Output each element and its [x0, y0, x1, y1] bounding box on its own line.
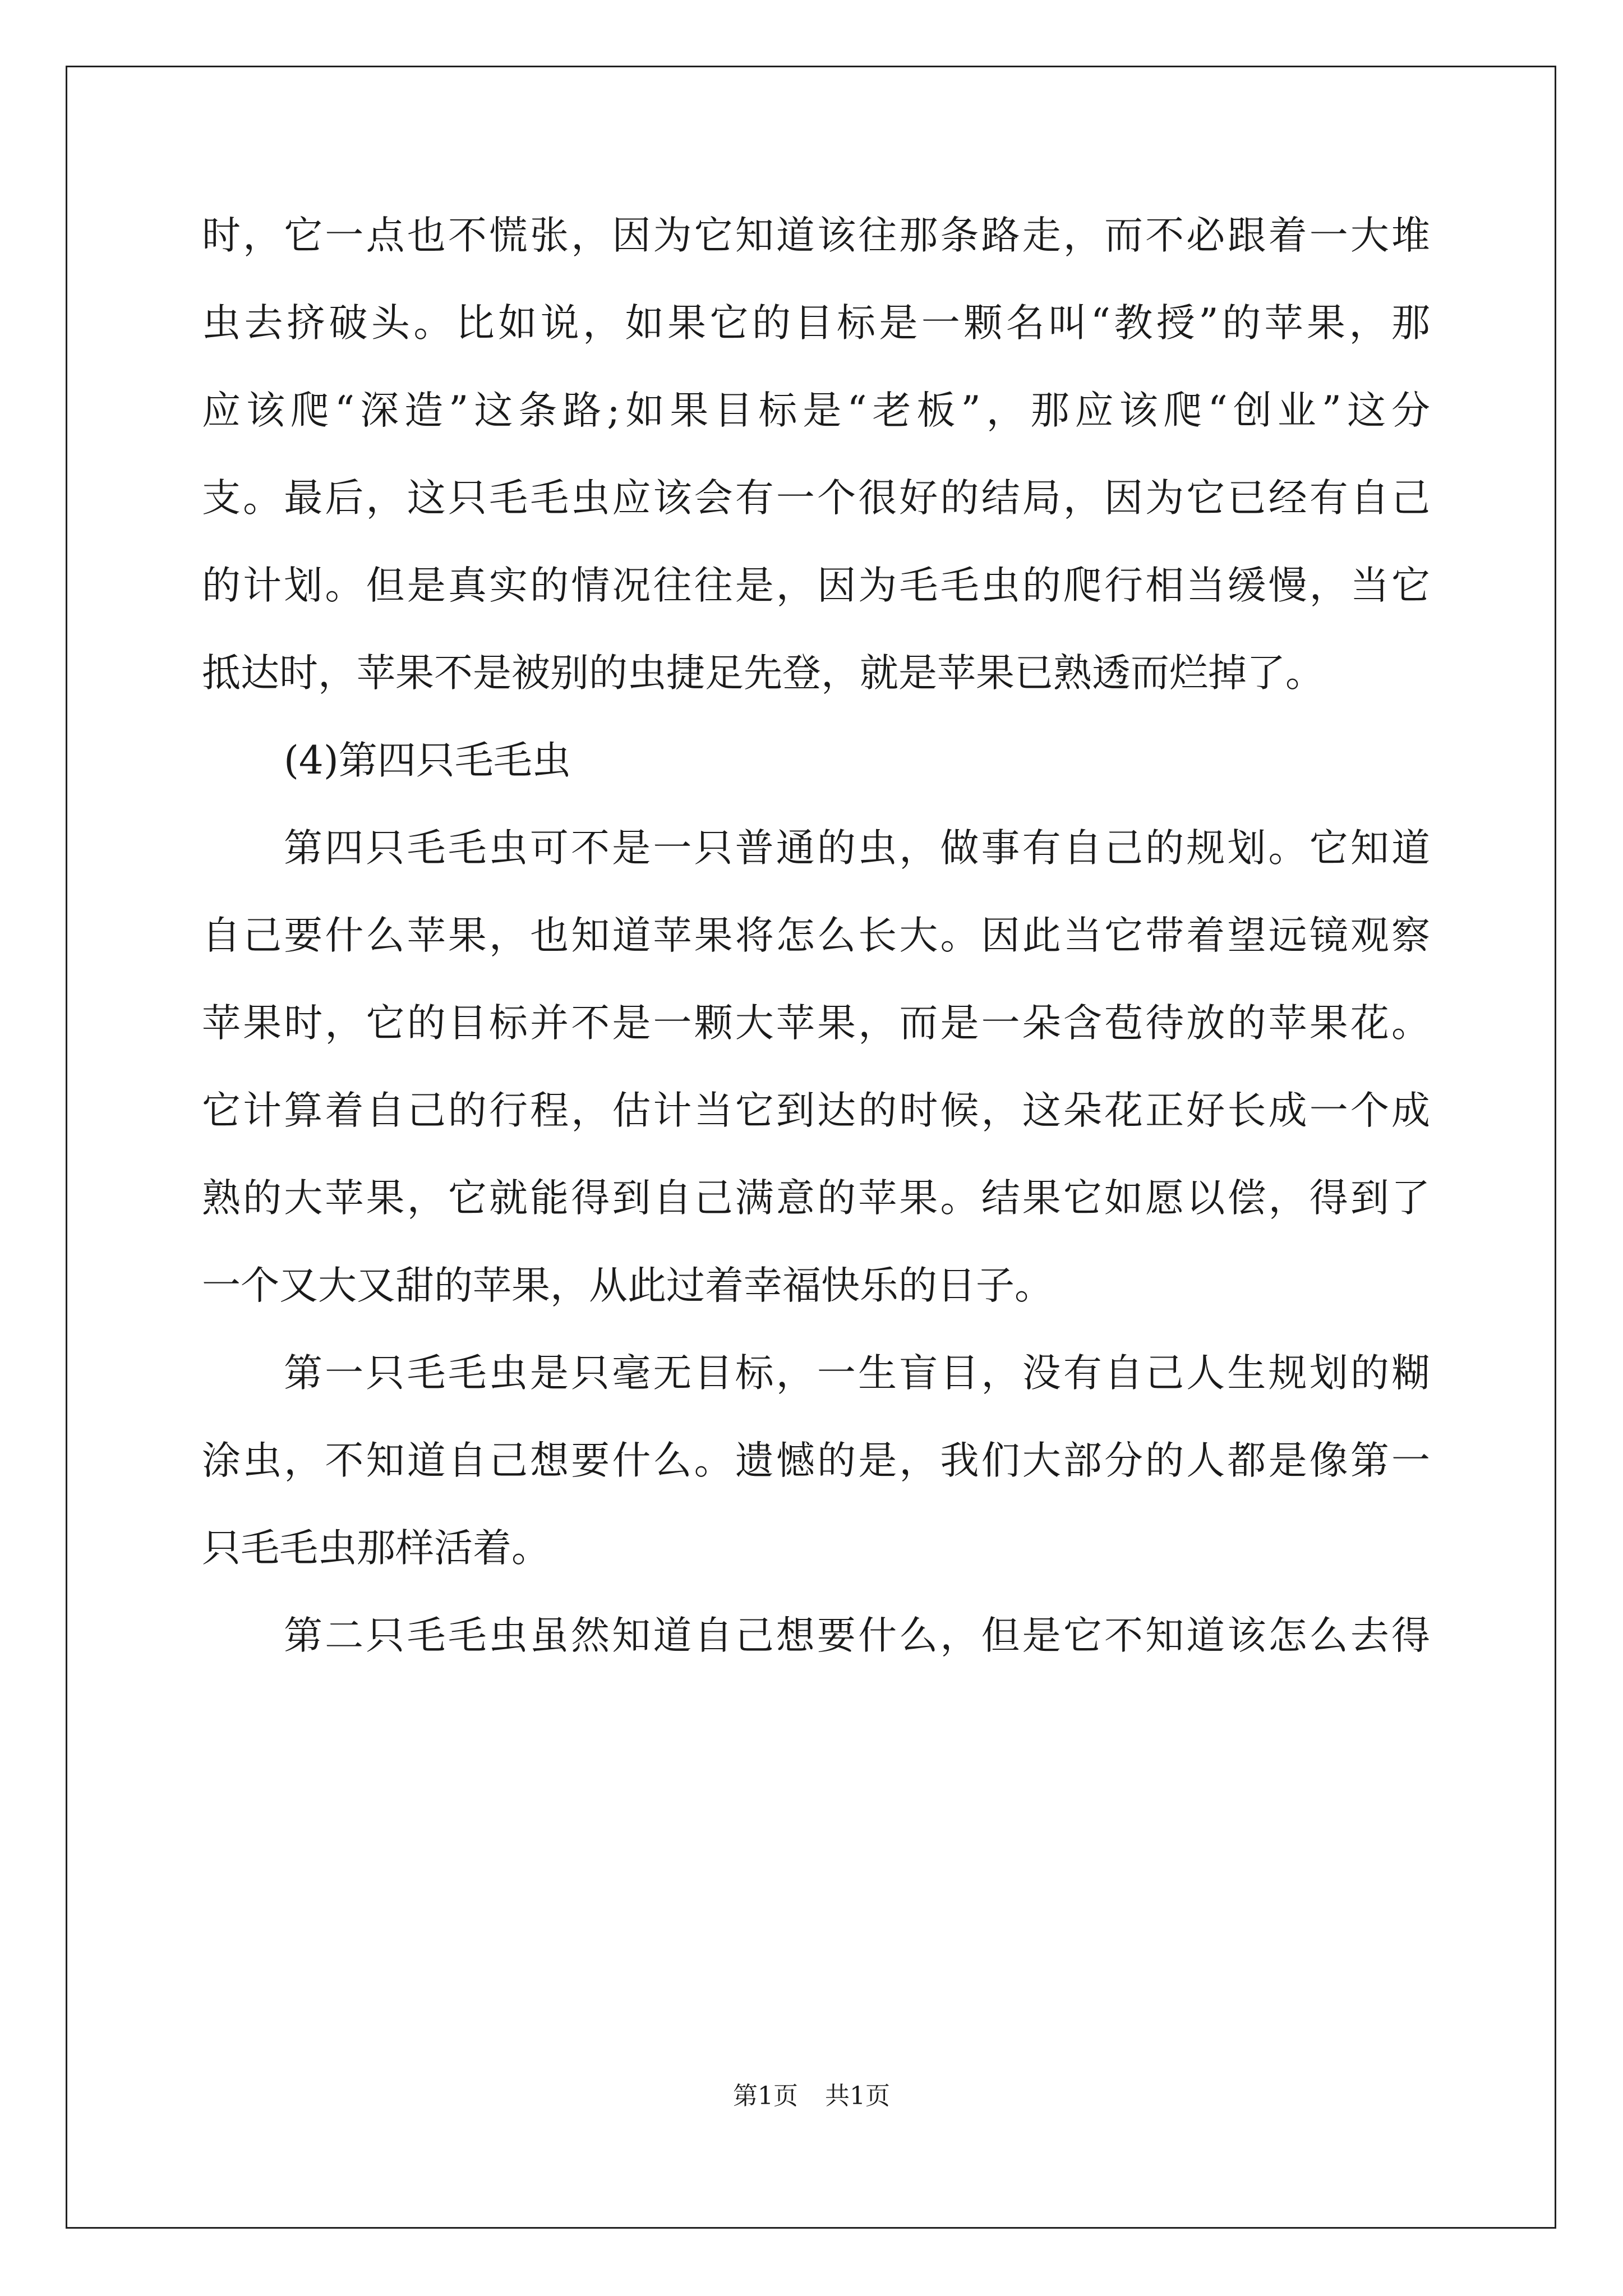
- text-line: 它计算着自己的行程，估计当它到达的时候，这朵花正好长成一个成: [202, 1088, 1430, 1133]
- text-line: 熟的大苹果，它就能得到自己满意的苹果。结果它如愿以偿，得到了: [202, 1176, 1430, 1221]
- page-footer: [0, 2079, 1623, 2113]
- text-line: 涂虫，不知道自己想要什么。遗憾的是，我们大部分的人都是像第一: [202, 1438, 1430, 1483]
- paragraph-first-line: 第一只毛毛虫是只毫无目标，一生盲目，没有自己人生规划的糊: [284, 1351, 1430, 1396]
- text-line: 自己要什么苹果，也知道苹果将怎么长大。因此当它带着望远镜观察: [202, 913, 1430, 958]
- text-line: 的计划。但是真实的情况往往是，因为毛毛虫的爬行相当缓慢，当它: [202, 563, 1430, 608]
- text-line: 支。最后，这只毛毛虫应该会有一个很好的结局，因为它已经有自己: [202, 476, 1430, 521]
- paragraph-first-line: 第四只毛毛虫可不是一只普通的虫，做事有自己的规划。它知道: [284, 826, 1430, 871]
- page-number-current: 第1页: [733, 2082, 798, 2110]
- text-line: 时，它一点也不慌张，因为它知道该往那条路走，而不必跟着一大堆: [202, 213, 1430, 258]
- text-line: 应该爬“深造”这条路;如果目标是“老板”，那应该爬“创业”这分: [202, 388, 1430, 433]
- paragraph-first-line: 第二只毛毛虫虽然知道自己想要什么，但是它不知道该怎么去得: [284, 1613, 1430, 1658]
- text-line: 只毛毛虫那样活着。: [202, 1526, 550, 1571]
- page-number-total: 共1页: [825, 2082, 890, 2110]
- text-line: 苹果时，它的目标并不是一颗大苹果，而是一朵含苞待放的苹果花。: [202, 1001, 1430, 1046]
- section-heading: (4)第四只毛毛虫: [284, 738, 571, 783]
- text-line: 一个又大又甜的苹果，从此过着幸福快乐的日子。: [202, 1263, 1053, 1308]
- text-line: 虫去挤破头。比如说，如果它的目标是一颗名叫“教授”的苹果，那: [202, 301, 1430, 346]
- text-line: 抵达时，苹果不是被别的虫捷足先登，就是苹果已熟透而烂掉了。: [202, 651, 1324, 696]
